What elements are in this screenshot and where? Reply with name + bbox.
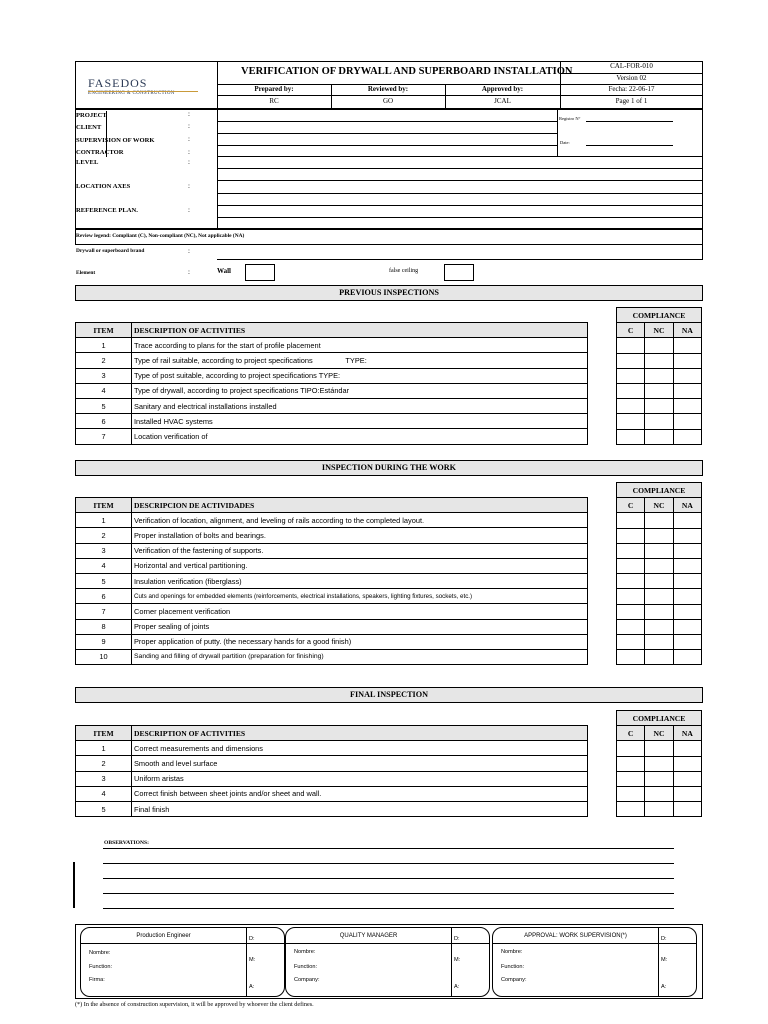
colon: : — [188, 148, 190, 156]
compliance-title: COMPLIANCE — [617, 483, 702, 498]
check-cell[interactable] — [673, 528, 701, 543]
logo-name: FASEDOS — [88, 76, 148, 90]
item-number: 1 — [76, 513, 132, 528]
table-row — [76, 558, 588, 573]
item-number: 8 — [76, 619, 132, 634]
table-row — [76, 604, 588, 619]
company-logo — [88, 76, 200, 100]
table-row — [76, 801, 588, 816]
signature-box-approval — [492, 927, 697, 997]
form-page: Page 1 of 1 — [615, 97, 648, 105]
final-activities-table — [75, 725, 588, 817]
observation-line[interactable] — [103, 863, 674, 864]
check-cell[interactable] — [617, 429, 645, 444]
item-description: Uniform aristas — [132, 771, 588, 786]
check-cell[interactable] — [673, 414, 701, 429]
check-cell[interactable] — [617, 558, 645, 573]
signature-title: QUALITY MANAGER — [339, 933, 398, 939]
check-cell[interactable] — [645, 650, 673, 665]
compliance-title: COMPLIANCE — [617, 308, 702, 323]
observations-label: OBSERVATIONS: — [104, 840, 149, 846]
col-nc: NC — [645, 726, 673, 741]
check-cell[interactable] — [617, 399, 645, 414]
approved-label: Approved by: — [481, 85, 524, 93]
item-description: Verification of location, alignment, and leveling of rails according to the completed layout. — [132, 513, 588, 528]
check-cell[interactable] — [645, 634, 673, 649]
check-cell[interactable] — [645, 604, 673, 619]
check-cell[interactable] — [645, 589, 673, 604]
col-c: C — [617, 323, 645, 338]
field-function: Function: — [89, 964, 113, 970]
check-cell[interactable] — [645, 399, 673, 414]
table-row — [76, 513, 588, 528]
item-description: Verification of the fastening of supports. — [132, 543, 588, 558]
check-cell[interactable] — [645, 558, 673, 573]
item-description: Type of rail suitable, according to project specifications TYPE: — [132, 353, 588, 368]
check-cell[interactable] — [673, 604, 701, 619]
col-description: DESCRIPTION OF ACTIVITIES — [132, 323, 588, 338]
item-number: 5 — [76, 573, 132, 588]
item-number: 3 — [76, 543, 132, 558]
field-function: Function: — [501, 964, 525, 970]
label-contractor: CONTRACTOR — [76, 149, 124, 156]
item-description: Insulation verification (fiberglass) — [132, 573, 588, 588]
logo-tagline: ENGINEERING & CONSTRUCTION — [88, 91, 175, 96]
field-name: Nombre: — [89, 950, 111, 956]
check-cell[interactable] — [645, 383, 673, 398]
check-cell[interactable] — [645, 513, 673, 528]
project-info-frame — [75, 109, 703, 229]
item-number: 3 — [76, 771, 132, 786]
field-signature: Firma: — [89, 977, 105, 983]
col-na: NA — [673, 726, 701, 741]
table-row — [76, 573, 588, 588]
item-description: Sanding and filling of drywall partition (preparation for finishing) — [132, 649, 588, 664]
during-work-title: INSPECTION DURING THE WORK — [75, 460, 703, 476]
table-row — [76, 429, 588, 444]
final-inspection-title: FINAL INSPECTION — [75, 687, 703, 703]
item-description: Installed HVAC systems — [132, 414, 588, 429]
check-cell[interactable] — [617, 368, 645, 383]
check-cell[interactable] — [645, 786, 673, 801]
form-version: Version 02 — [616, 74, 647, 82]
item-number: 5 — [76, 801, 132, 816]
colon: : — [188, 135, 190, 143]
table-row — [76, 619, 588, 634]
footnote: (*) In the absence of construction supervision, it will be approved by whoever the client defines. — [75, 1001, 314, 1008]
field-year: A: — [454, 984, 460, 990]
form-code: CAL-FOR-010 — [610, 62, 653, 70]
check-cell[interactable] — [673, 756, 701, 771]
table-row — [76, 786, 588, 801]
check-cell[interactable] — [617, 802, 645, 817]
check-cell[interactable] — [645, 543, 673, 558]
item-number: 3 — [76, 368, 132, 383]
col-description: DESCRIPTION OF ACTIVITIES — [132, 726, 588, 741]
field-year: A: — [249, 984, 255, 990]
item-number: 7 — [76, 429, 132, 444]
check-cell[interactable] — [673, 634, 701, 649]
col-item: ITEM — [76, 498, 132, 513]
observation-line[interactable] — [103, 878, 674, 879]
item-number: 6 — [76, 414, 132, 429]
check-cell[interactable] — [645, 619, 673, 634]
label-client: CLIENT — [76, 124, 102, 131]
compliance-grid-previous — [616, 307, 702, 445]
item-description: Cuts and openings for embedded elements (reinforcements, electrical installations, speakers, lighting fixtures, sockets, etc.) — [132, 589, 588, 604]
item-description: Type of post suitable, according to project specifications TYPE: — [132, 368, 588, 383]
check-cell[interactable] — [645, 574, 673, 589]
table-row — [76, 756, 588, 771]
colon: : — [188, 182, 190, 190]
element-label: Element — [76, 270, 96, 276]
check-cell[interactable] — [645, 429, 673, 444]
item-number: 9 — [76, 634, 132, 649]
check-cell[interactable] — [617, 604, 645, 619]
check-cell[interactable] — [673, 558, 701, 573]
check-cell[interactable] — [645, 771, 673, 786]
check-cell[interactable] — [645, 528, 673, 543]
observation-line[interactable] — [103, 908, 674, 909]
drywall-brand-label: Drywall or superboard brand — [76, 248, 145, 254]
check-cell[interactable] — [673, 543, 701, 558]
signature-box-production — [80, 927, 285, 997]
item-number: 10 — [76, 649, 132, 664]
colon: : — [188, 122, 190, 130]
check-cell[interactable] — [673, 429, 701, 444]
col-item: ITEM — [76, 726, 132, 741]
compliance-grid-during — [616, 482, 702, 665]
wall-checkbox[interactable] — [245, 264, 275, 281]
check-cell[interactable] — [673, 650, 701, 665]
check-cell[interactable] — [645, 741, 673, 756]
check-cell[interactable] — [617, 338, 645, 353]
check-cell[interactable] — [617, 650, 645, 665]
colon: : — [188, 247, 190, 255]
check-cell[interactable] — [673, 619, 701, 634]
col-description: DESCRIPCION DE ACTIVIDADES — [132, 498, 588, 513]
previous-activities-table — [75, 322, 588, 445]
form-title: VERIFICATION OF DRYWALL AND SUPERBOARD INSTALLATION — [241, 66, 573, 77]
table-row — [76, 589, 588, 604]
field-function: Function: — [294, 964, 318, 970]
check-cell[interactable] — [617, 574, 645, 589]
reviewed-label: Reviewed by: — [367, 85, 409, 93]
check-cell[interactable] — [673, 589, 701, 604]
col-nc: NC — [645, 323, 673, 338]
table-row — [76, 741, 588, 756]
check-cell[interactable] — [645, 338, 673, 353]
form-date: Fecha: 22-06-17 — [608, 85, 655, 93]
field-day: D: — [661, 936, 667, 942]
item-description: Location verification of — [132, 429, 588, 444]
table-row — [76, 368, 588, 383]
table-row — [76, 771, 588, 786]
table-row — [76, 528, 588, 543]
col-nc: NC — [645, 498, 673, 513]
col-na: NA — [673, 498, 701, 513]
check-cell[interactable] — [673, 802, 701, 817]
colon: : — [188, 268, 190, 276]
table-row — [76, 398, 588, 413]
approved-value: JCAL — [494, 97, 511, 105]
item-number: 1 — [76, 741, 132, 756]
field-month: M: — [454, 957, 461, 963]
item-description: Proper application of putty. (the necessary hands for a good finish) — [132, 634, 588, 649]
field-company: Company: — [294, 977, 320, 983]
observation-line[interactable] — [103, 848, 674, 849]
col-item: ITEM — [76, 323, 132, 338]
table-row — [76, 634, 588, 649]
check-cell[interactable] — [617, 741, 645, 756]
signature-title: Production Engineer — [136, 933, 191, 939]
item-number: 1 — [76, 338, 132, 353]
check-cell[interactable] — [673, 513, 701, 528]
field-day: D: — [454, 936, 460, 942]
field-month: M: — [661, 957, 668, 963]
check-cell[interactable] — [673, 368, 701, 383]
item-number: 7 — [76, 604, 132, 619]
compliance-title: COMPLIANCE — [617, 711, 702, 726]
check-cell[interactable] — [617, 771, 645, 786]
label-project: PROJECT — [76, 112, 107, 119]
table-row — [76, 338, 588, 353]
item-description: Proper installation of bolts and bearings. — [132, 528, 588, 543]
check-cell[interactable] — [673, 399, 701, 414]
label-supervision: SUPERVISION OF WORK — [76, 137, 155, 144]
field-company: Company: — [501, 977, 527, 983]
check-cell[interactable] — [617, 589, 645, 604]
check-cell[interactable] — [673, 786, 701, 801]
check-cell[interactable] — [673, 574, 701, 589]
item-description: Proper sealing of joints — [132, 619, 588, 634]
check-cell[interactable] — [645, 756, 673, 771]
item-number: 2 — [76, 353, 132, 368]
label-reference-plan: REFERENCE PLAN. — [76, 207, 138, 214]
check-cell[interactable] — [617, 786, 645, 801]
check-cell[interactable] — [673, 383, 701, 398]
item-description: Correct measurements and dimensions — [132, 741, 588, 756]
signature-box-quality — [285, 927, 490, 997]
check-cell[interactable] — [617, 619, 645, 634]
field-year: A: — [661, 984, 667, 990]
table-row — [76, 414, 588, 429]
table-row — [76, 543, 588, 558]
item-description: Corner placement verification — [132, 604, 588, 619]
item-description: Correct finish between sheet joints and/or sheet and wall. — [132, 786, 588, 801]
false-ceiling-checkbox[interactable] — [444, 264, 474, 281]
review-legend: Review legend: Compliant (C), Non-compliant (NC), Not applicable (NA) — [76, 233, 245, 239]
date-label: Date: — [560, 140, 570, 145]
check-cell[interactable] — [617, 756, 645, 771]
during-activities-table — [75, 497, 588, 665]
previous-inspections-title: PREVIOUS INSPECTIONS — [75, 285, 703, 301]
item-description: Final finish — [132, 801, 588, 816]
item-description: Type of drywall, according to project specifications TIPO:Estándar — [132, 383, 588, 398]
check-cell[interactable] — [617, 528, 645, 543]
table-row — [76, 383, 588, 398]
item-number: 4 — [76, 558, 132, 573]
check-cell[interactable] — [645, 368, 673, 383]
colon: : — [188, 110, 190, 118]
col-c: C — [617, 726, 645, 741]
false-ceiling-label: false ceiling — [389, 268, 419, 274]
label-location-axes: LOCATION AXES — [76, 183, 131, 190]
field-name: Nombre: — [501, 949, 523, 955]
item-number: 2 — [76, 528, 132, 543]
observation-line[interactable] — [103, 893, 674, 894]
field-day: D: — [249, 936, 255, 942]
check-cell[interactable] — [673, 741, 701, 756]
item-number: 5 — [76, 398, 132, 413]
field-name: Nombre: — [294, 949, 316, 955]
table-row — [76, 649, 588, 664]
check-cell[interactable] — [617, 353, 645, 368]
col-c: C — [617, 498, 645, 513]
item-description: Sanitary and electrical installations installed — [132, 398, 588, 413]
signature-title: APPROVAL: WORK SUPERVISION(*) — [524, 933, 627, 939]
table-row — [76, 353, 588, 368]
check-cell[interactable] — [673, 338, 701, 353]
item-description: Smooth and level surface — [132, 756, 588, 771]
item-description: Trace according to plans for the start of profile placement — [132, 338, 588, 353]
check-cell[interactable] — [617, 383, 645, 398]
item-description: Horizontal and vertical partitioning. — [132, 558, 588, 573]
prepared-label: Prepared by: — [254, 85, 294, 93]
colon: : — [188, 206, 190, 214]
check-cell[interactable] — [645, 414, 673, 429]
field-month: M: — [249, 957, 256, 963]
item-number: 6 — [76, 589, 132, 604]
check-cell[interactable] — [617, 543, 645, 558]
check-cell[interactable] — [645, 802, 673, 817]
col-na: NA — [673, 323, 701, 338]
check-cell[interactable] — [645, 353, 673, 368]
item-number: 2 — [76, 756, 132, 771]
prepared-value: RC — [269, 97, 279, 105]
check-cell[interactable] — [673, 771, 701, 786]
colon: : — [188, 158, 190, 166]
registro-label: Registro N° — [559, 116, 581, 121]
compliance-grid-final — [616, 710, 702, 817]
item-number: 4 — [76, 383, 132, 398]
item-number: 4 — [76, 786, 132, 801]
check-cell[interactable] — [673, 353, 701, 368]
check-cell[interactable] — [617, 513, 645, 528]
check-cell[interactable] — [617, 634, 645, 649]
label-level: LEVEL — [76, 159, 99, 166]
reviewed-value: GO — [382, 97, 394, 105]
check-cell[interactable] — [617, 414, 645, 429]
wall-label: Wall — [217, 267, 232, 275]
